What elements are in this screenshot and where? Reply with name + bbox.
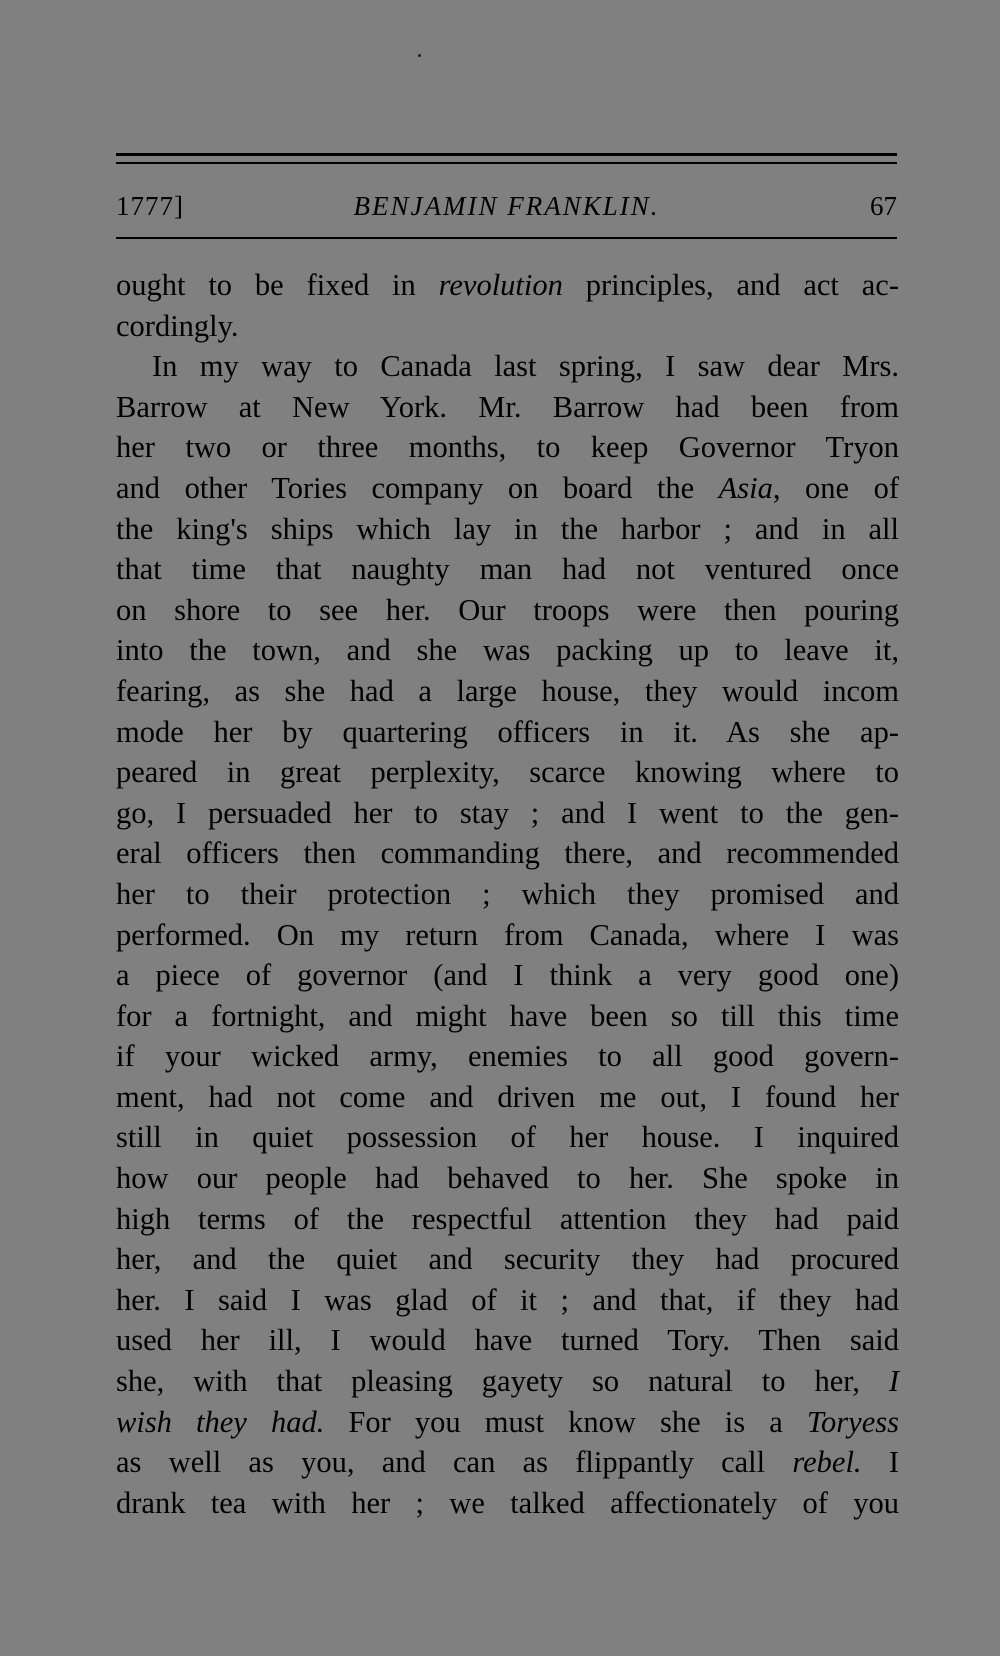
text-run: performed. On my return from Canada, where I was <box>116 917 899 952</box>
text-line <box>116 752 899 793</box>
text-line <box>116 874 899 915</box>
text-run: Barrow at New York. Mr. Barrow had been from <box>116 389 899 424</box>
text-line <box>116 996 899 1037</box>
running-head <box>116 186 897 226</box>
text-line <box>116 630 899 671</box>
text-run: and other Tories company on board the <box>116 470 719 505</box>
text-line <box>116 833 899 874</box>
text-run: the king's ships which lay in the harbor ; and in all <box>116 511 899 546</box>
text-run: drank tea with her ; we talked affectionately of you <box>116 1485 899 1520</box>
text-run: for a fortnight, and might have been so till this time <box>116 998 899 1033</box>
running-head-title: BENJAMIN FRANKLIN. <box>353 191 660 221</box>
text-line <box>116 1320 899 1361</box>
italic-text: Toryess <box>806 1404 899 1439</box>
ink-speck <box>418 54 421 57</box>
italic-text: rebel. <box>792 1445 862 1480</box>
text-run: eral officers then commanding there, and recommended <box>116 836 899 871</box>
page-number: 67 <box>870 191 897 221</box>
text-run: high terms of the respectful attention they had paid <box>116 1201 899 1236</box>
italic-text: I <box>888 1364 899 1399</box>
text-run: , one of <box>772 470 899 505</box>
text-run: mode her by quartering officers in it. As she ap- <box>116 714 899 749</box>
italic-text: revolution <box>438 268 563 302</box>
text-run: her. I said I was glad of it ; and that, if they had <box>116 1282 899 1317</box>
text-run: how our people had behaved to her. She spoke in <box>116 1161 899 1196</box>
italic-text: wish they had. <box>116 1404 325 1439</box>
text-line <box>116 1361 899 1402</box>
text-line <box>116 549 899 590</box>
text-line <box>116 306 899 347</box>
header-rule-thick <box>116 153 897 156</box>
text-run: peared in great perplexity, scarce knowing where to <box>116 755 899 790</box>
body-text <box>116 265 899 1523</box>
text-run: a piece of governor (and I think a very good one) <box>116 958 899 993</box>
text-run: her to their protection ; which they promised and <box>116 876 899 911</box>
text-run: her, and the quiet and security they had procured <box>116 1242 899 1277</box>
text-line <box>116 427 899 468</box>
text-line <box>116 955 899 996</box>
text-line <box>116 1036 899 1077</box>
text-line <box>116 468 899 509</box>
text-run: ment, had not come and driven me out, I found her <box>116 1079 899 1114</box>
text-line <box>116 387 899 428</box>
text-line <box>116 590 899 631</box>
text-line <box>116 915 899 956</box>
running-head-year: 1777] <box>116 191 184 221</box>
text-line <box>116 1402 899 1443</box>
text-run: into the town, and she was packing up to leave it, <box>116 633 899 668</box>
text-run: principles, and act ac- <box>562 268 899 302</box>
text-line <box>116 265 899 306</box>
text-run: her two or three months, to keep Governor Tryon <box>116 430 899 465</box>
paragraph <box>116 346 899 1523</box>
text-run: In my way to Canada last spring, I saw dear Mrs. <box>152 349 899 384</box>
header-rule-under <box>116 237 897 239</box>
text-line <box>116 1483 899 1524</box>
text-line <box>116 1199 899 1240</box>
text-line <box>116 1280 899 1321</box>
text-run: ought to be fixed in <box>116 268 439 302</box>
text-line <box>116 346 899 387</box>
text-line <box>116 509 899 550</box>
text-run: if your wicked army, enemies to all good govern- <box>116 1039 899 1074</box>
text-run: I <box>861 1445 899 1480</box>
text-line <box>116 1239 899 1280</box>
text-run: go, I persuaded her to stay ; and I went to the gen- <box>116 795 899 830</box>
text-run: For you must know she is a <box>324 1404 807 1439</box>
text-run: still in quiet possession of her house. I inquired <box>116 1120 899 1155</box>
text-line <box>116 671 899 712</box>
text-run: used her ill, I would have turned Tory. Then said <box>116 1323 899 1358</box>
text-line <box>116 1442 899 1483</box>
text-line <box>116 793 899 834</box>
header-rule-thin <box>116 162 897 164</box>
text-run: cordingly. <box>116 308 239 343</box>
text-run: she, with that pleasing gayety so natural to her, <box>116 1364 889 1399</box>
text-line <box>116 1117 899 1158</box>
text-run: as well as you, and can as flippantly call <box>116 1445 793 1480</box>
text-line <box>116 712 899 753</box>
text-run: on shore to see her. Our troops were then pouring <box>116 592 899 627</box>
paragraph <box>116 265 899 346</box>
text-run: fearing, as she had a large house, they would incom <box>116 673 899 708</box>
text-line <box>116 1158 899 1199</box>
italic-text: Asia <box>718 470 773 505</box>
text-line <box>116 1077 899 1118</box>
text-run: that time that naughty man had not ventured once <box>116 552 899 587</box>
